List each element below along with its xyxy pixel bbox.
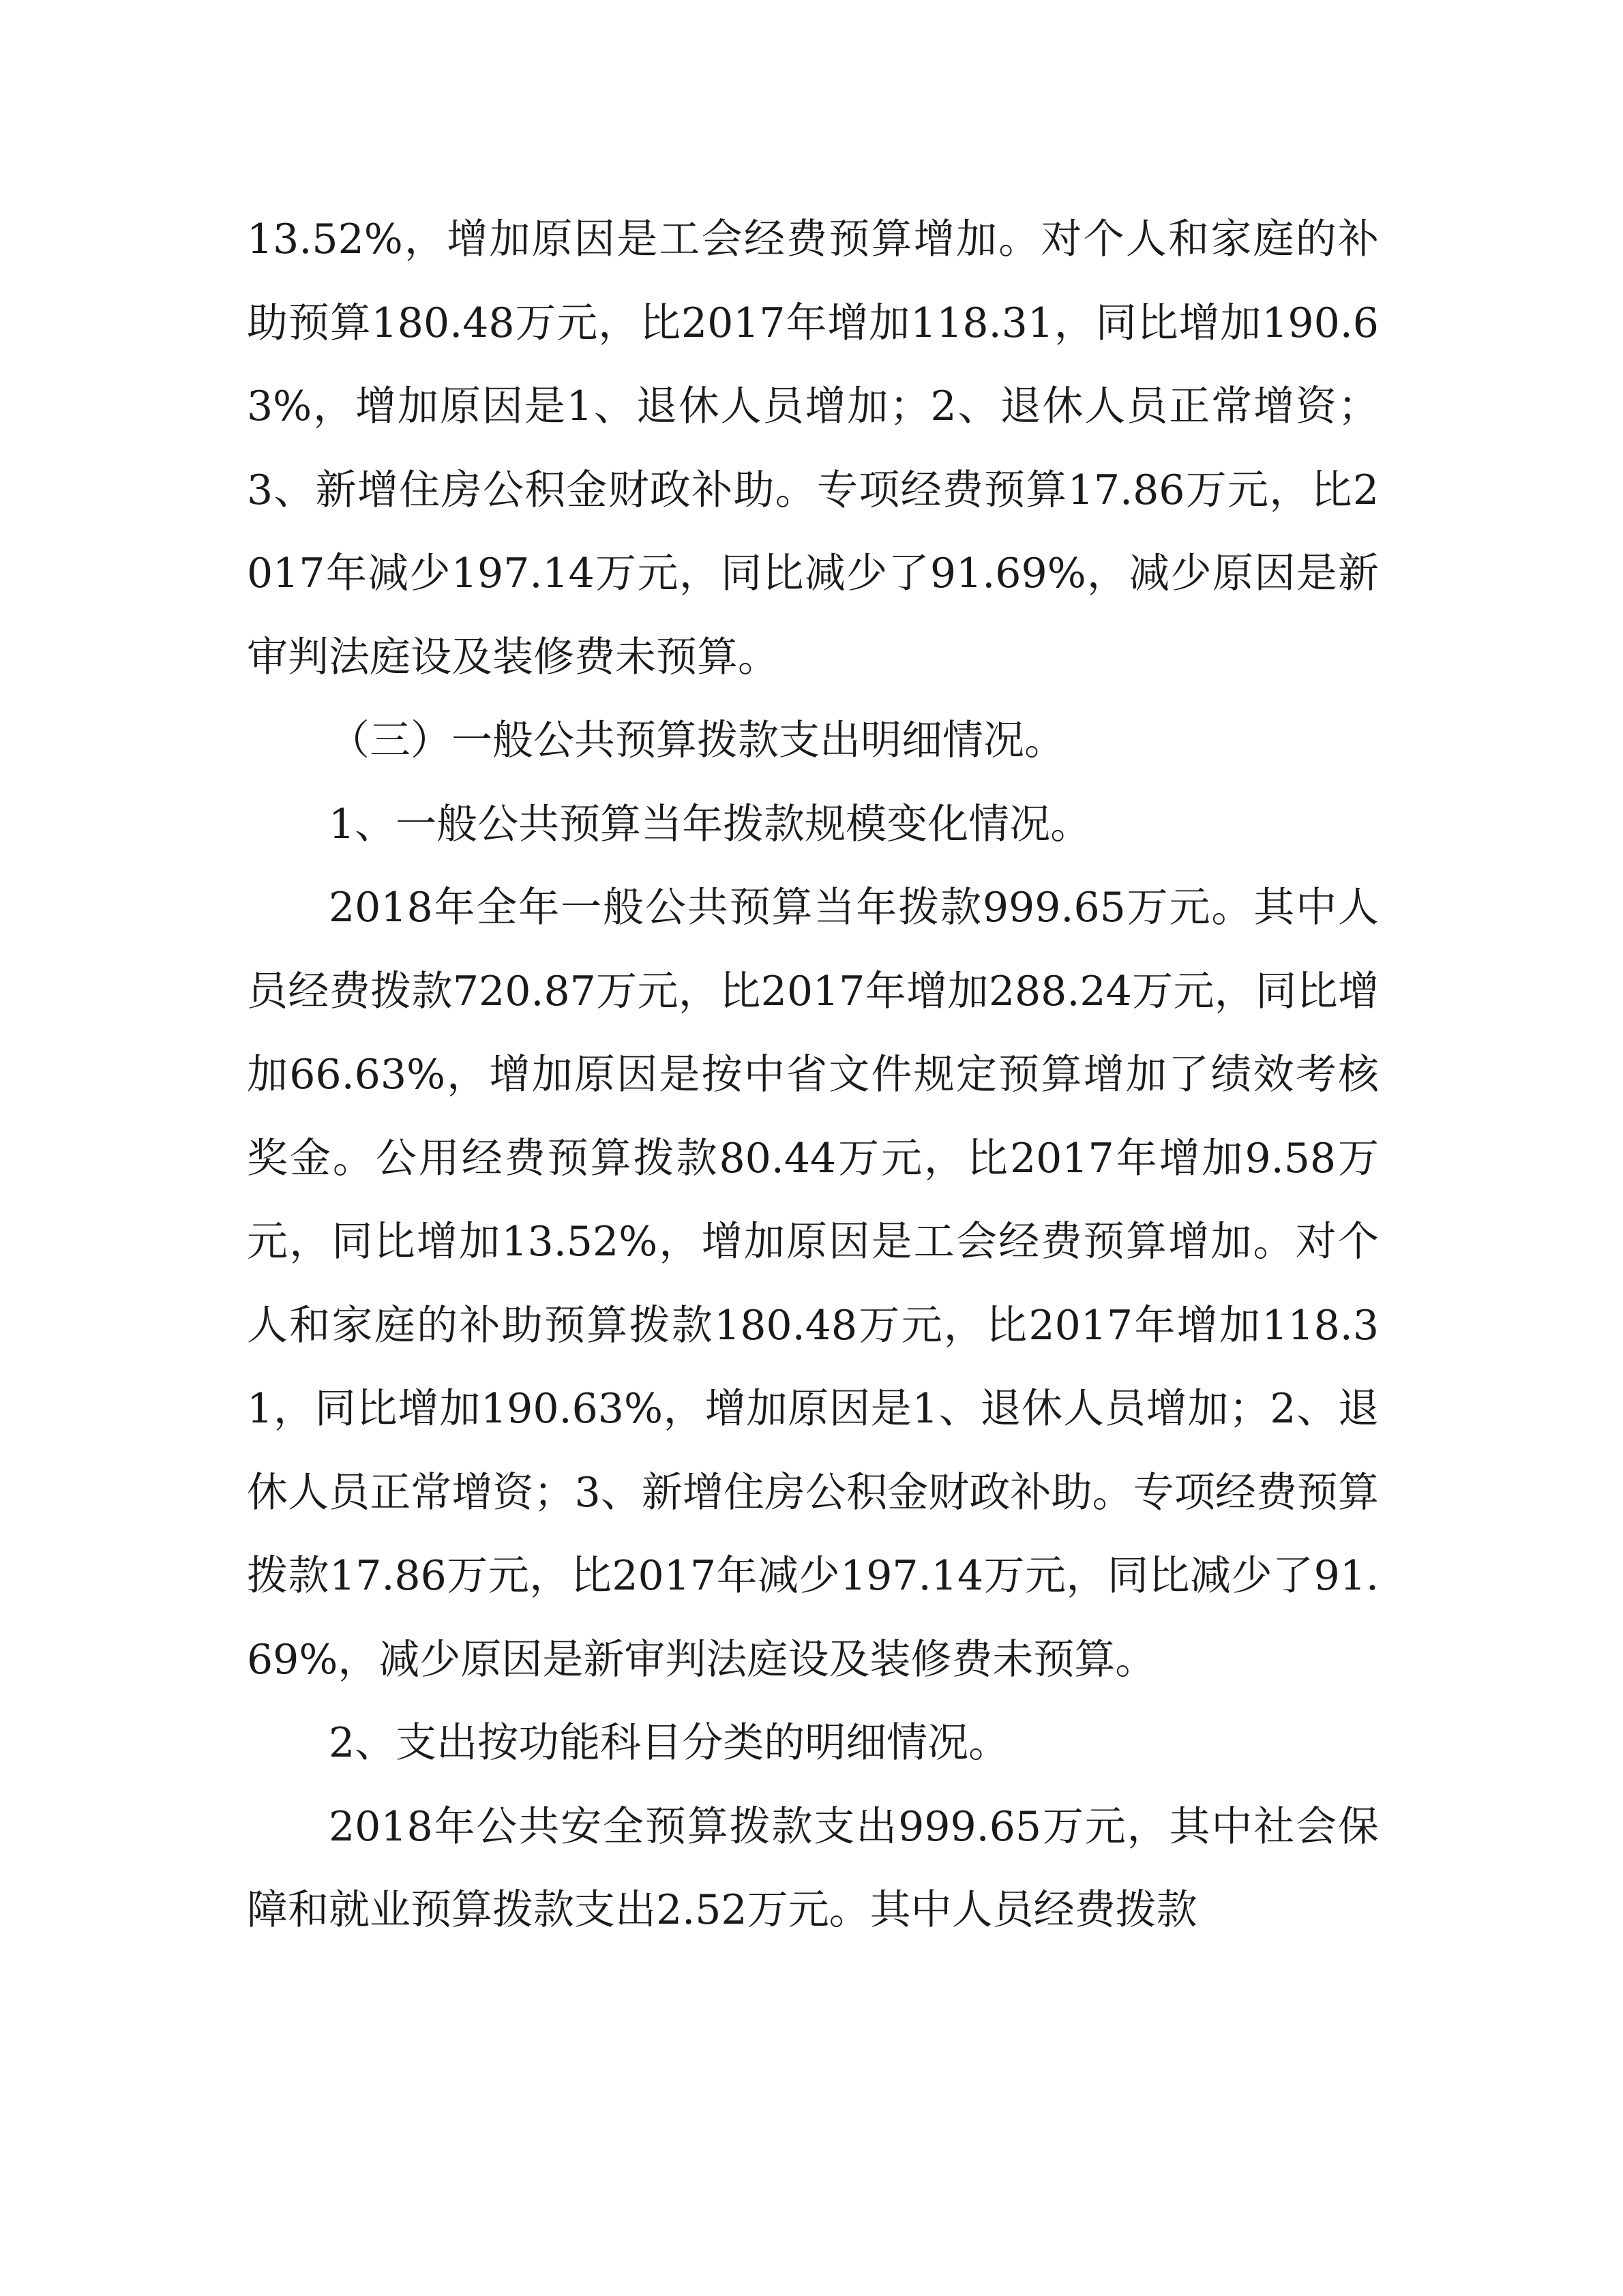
- paragraph-budget-continuation: 13.52%，增加原因是工会经费预算增加。对个人和家庭的补助预算180.48万元，比2017年增加118.31，同比增加190.63%，增加原因是1、退休人员增加；2、退休人员正常增资；3、新增住房公积金财政补助。专项经费预算17.86万元，比2017年减少197.14万元，同比减少了91.69%，减少原因是新审判法庭设及装修费未预算。: [247, 215, 1379, 681]
- subheading-annual-allocation-change: 1、一般公共预算当年拨款规模变化情况。: [329, 800, 1092, 848]
- section-heading-general-budget-expenditure-detail: （三）一般公共预算拨款支出明细情况。: [329, 717, 1065, 764]
- subheading-functional-classification: 2、支出按功能科目分类的明细情况。: [329, 1719, 1010, 1767]
- paragraph-public-security-expenditure: 2018年公共安全预算拨款支出999.65万元，其中社会保障和就业预算拨款支出2.52万元。其中人员经费拨款: [247, 1802, 1379, 1934]
- document-body: [247, 198, 1379, 1952]
- paragraph-annual-allocation-detail: 2018年全年一般公共预算当年拨款999.65万元。其中人员经费拨款720.87万元，比2017年增加288.24万元，同比增加66.63%，增加原因是按中省文件规定预算增加了绩效考核奖金。公用经费预算拨款80.44万元，比2017年增加9.58万元，同比增加13.52%，增加原因是工会经费预算增加。对个人和家庭的补助预算拨款180.48万元，比2017年增加118.31，同比增加190.63%，增加原因是1、退休人员增加；2、退休人员正常增资；3、新增住房公积金财政补助。专项经费预算拨款17.86万元，比2017年减少197.14万元，同比减少了91.69%，减少原因是新审判法庭设及装修费未预算。: [247, 884, 1379, 1684]
